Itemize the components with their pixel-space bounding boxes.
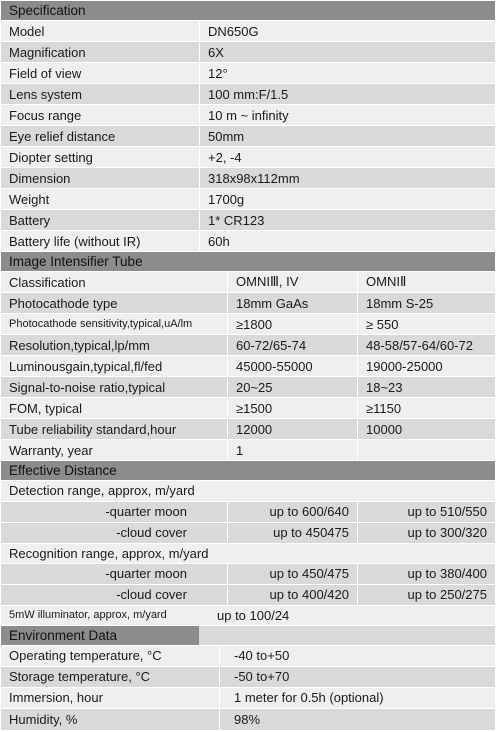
- distance-value-omni-3-4: up to 450/475: [227, 564, 357, 584]
- tube-value-omni-2: 18mm S-25: [357, 293, 495, 313]
- distance-value-omni-3-4: up to 400/420: [227, 585, 357, 605]
- tube-value-omni-3-4: 18mm GaAs: [227, 293, 357, 313]
- tube-label: Luminousgain,typical,fl/fed: [9, 358, 163, 374]
- tube-value-omni-2: OMNIⅡ: [357, 272, 495, 292]
- spec-value: 60h: [199, 231, 495, 251]
- spec-row: [1, 42, 495, 63]
- spec-label: Dimension: [9, 170, 71, 186]
- spec-value: 10 m ~ infinity: [199, 105, 495, 125]
- spec-value: 318x98x112mm: [199, 168, 495, 188]
- spec-row: [1, 210, 495, 231]
- specification-rows: [1, 21, 495, 252]
- tube-row: [1, 314, 495, 335]
- tube-value-omni-3-4: OMNIⅢ, IV: [227, 272, 357, 292]
- environment-label: Operating temperature, °C: [9, 648, 162, 664]
- spec-row: [1, 231, 495, 252]
- spec-row: [1, 105, 495, 126]
- spec-label: Diopter setting: [9, 149, 93, 165]
- environment-label: Immersion, hour: [9, 690, 103, 706]
- spec-row: [1, 21, 495, 42]
- spec-label: Focus range: [9, 107, 82, 123]
- detection-rows: [1, 502, 495, 544]
- tube-value-omni-2: 18~23: [357, 377, 495, 397]
- tube-value-omni-3-4: 20~25: [227, 377, 357, 397]
- illuminator-value: up to 100/24: [217, 607, 290, 623]
- header-blank-cell: [199, 626, 495, 645]
- tube-value-omni-2: 48-58/57-64/60-72: [357, 335, 495, 355]
- section-title: Specification: [9, 3, 86, 19]
- spec-row: [1, 63, 495, 84]
- section-title: Effective Distance: [9, 463, 117, 479]
- distance-condition: -cloud cover: [116, 525, 187, 541]
- spec-value: 1700g: [199, 189, 495, 209]
- distance-value-omni-2: up to 510/550: [357, 502, 495, 522]
- spec-label: Battery life (without IR): [9, 233, 141, 249]
- environment-row: [1, 709, 495, 730]
- recognition-range-row: [1, 544, 495, 564]
- tube-value-omni-3-4: 45000-55000: [227, 356, 357, 376]
- spec-label: Weight: [9, 191, 50, 207]
- environment-label: Humidity, %: [9, 711, 78, 727]
- tube-value-omni-3-4: ≥1500: [227, 398, 357, 418]
- spec-value: 6X: [199, 42, 495, 62]
- distance-value-omni-3-4: up to 600/640: [227, 502, 357, 522]
- section-title: Environment Data: [9, 627, 118, 643]
- tube-value-omni-3-4: 60-72/65-74: [227, 335, 357, 355]
- tube-value-omni-2: [357, 440, 495, 460]
- distance-value-omni-2: up to 380/400: [357, 564, 495, 584]
- tube-row: [1, 398, 495, 419]
- tube-label: Photocathode type: [9, 295, 118, 311]
- spec-label: Lens system: [9, 86, 82, 102]
- tube-row: [1, 356, 495, 377]
- distance-row: [1, 523, 495, 544]
- recognition-range-label: Recognition range, approx, m/yard: [9, 545, 209, 561]
- tube-rows: [1, 272, 495, 461]
- spec-row: [1, 126, 495, 147]
- tube-value-omni-2: ≥ 550: [357, 314, 495, 334]
- tube-row: [1, 440, 495, 461]
- section-header-environment-data: [1, 626, 495, 646]
- tube-value-omni-3-4: 12000: [227, 419, 357, 439]
- spec-row: [1, 168, 495, 189]
- detection-range-row: [1, 481, 495, 501]
- environment-rows: [1, 646, 495, 730]
- tube-value-omni-2: ≥1150: [357, 398, 495, 418]
- tube-row: [1, 272, 495, 293]
- distance-row: [1, 585, 495, 606]
- tube-value-omni-3-4: ≥1800: [227, 314, 357, 334]
- spec-value: 1* CR123: [199, 210, 495, 230]
- detection-range-label: Detection range, approx, m/yard: [9, 483, 195, 499]
- recognition-rows: [1, 564, 495, 606]
- environment-value: -50 to+70: [219, 667, 495, 687]
- illuminator-label: 5mW illuminator, approx, m/yard: [9, 609, 167, 622]
- environment-row: [1, 667, 495, 688]
- specification-table: [1, 1, 495, 730]
- spec-value: 12°: [199, 63, 495, 83]
- environment-value: 98%: [219, 709, 495, 730]
- tube-label: Resolution,typical,lp/mm: [9, 337, 150, 353]
- spec-value: +2, -4: [199, 147, 495, 167]
- distance-value-omni-2: up to 300/320: [357, 523, 495, 543]
- tube-label: Signal-to-noise ratio,typical: [9, 379, 166, 395]
- tube-label: Classification: [9, 274, 86, 290]
- tube-value-omni-2: 10000: [357, 419, 495, 439]
- spec-label: Battery: [9, 212, 51, 228]
- tube-value-omni-3-4: 1: [227, 440, 357, 460]
- tube-label: FOM, typical: [9, 400, 82, 416]
- spec-value: 50mm: [199, 126, 495, 146]
- tube-row: [1, 419, 495, 440]
- tube-value-omni-2: 19000-25000: [357, 356, 495, 376]
- spec-row: [1, 147, 495, 168]
- section-title: Image Intensifier Tube: [9, 254, 143, 270]
- section-header-specification: [1, 1, 495, 21]
- distance-condition: -quarter moon: [105, 566, 187, 582]
- spec-row: [1, 189, 495, 210]
- tube-label: Photocathode sensitivity,typical,uA/lm: [9, 318, 193, 331]
- distance-row: [1, 502, 495, 523]
- illuminator-row: [1, 606, 495, 626]
- tube-label: Tube reliability standard,hour: [9, 421, 177, 437]
- spec-row: [1, 84, 495, 105]
- environment-row: [1, 646, 495, 667]
- distance-value-omni-3-4: up to 450475: [227, 523, 357, 543]
- environment-row: [1, 688, 495, 709]
- section-header-effective-distance: [1, 461, 495, 481]
- spec-value: DN650G: [199, 21, 495, 41]
- spec-label: Magnification: [9, 44, 86, 60]
- spec-label: Eye relief distance: [9, 128, 116, 144]
- environment-value: 1 meter for 0.5h (optional): [219, 688, 495, 708]
- spec-label: Field of view: [9, 65, 82, 81]
- spec-label: Model: [9, 23, 45, 39]
- tube-label: Warranty, year: [9, 442, 93, 458]
- tube-row: [1, 335, 495, 356]
- spec-value: 100 mm:F/1.5: [199, 84, 495, 104]
- distance-condition: -quarter moon: [105, 504, 187, 520]
- tube-row: [1, 377, 495, 398]
- section-header-image-intensifier-tube: [1, 252, 495, 272]
- environment-label: Storage temperature, °C: [9, 669, 151, 685]
- environment-value: -40 to+50: [219, 646, 495, 666]
- distance-row: [1, 564, 495, 585]
- distance-value-omni-2: up to 250/275: [357, 585, 495, 605]
- distance-condition: -cloud cover: [116, 587, 187, 603]
- tube-row: [1, 293, 495, 314]
